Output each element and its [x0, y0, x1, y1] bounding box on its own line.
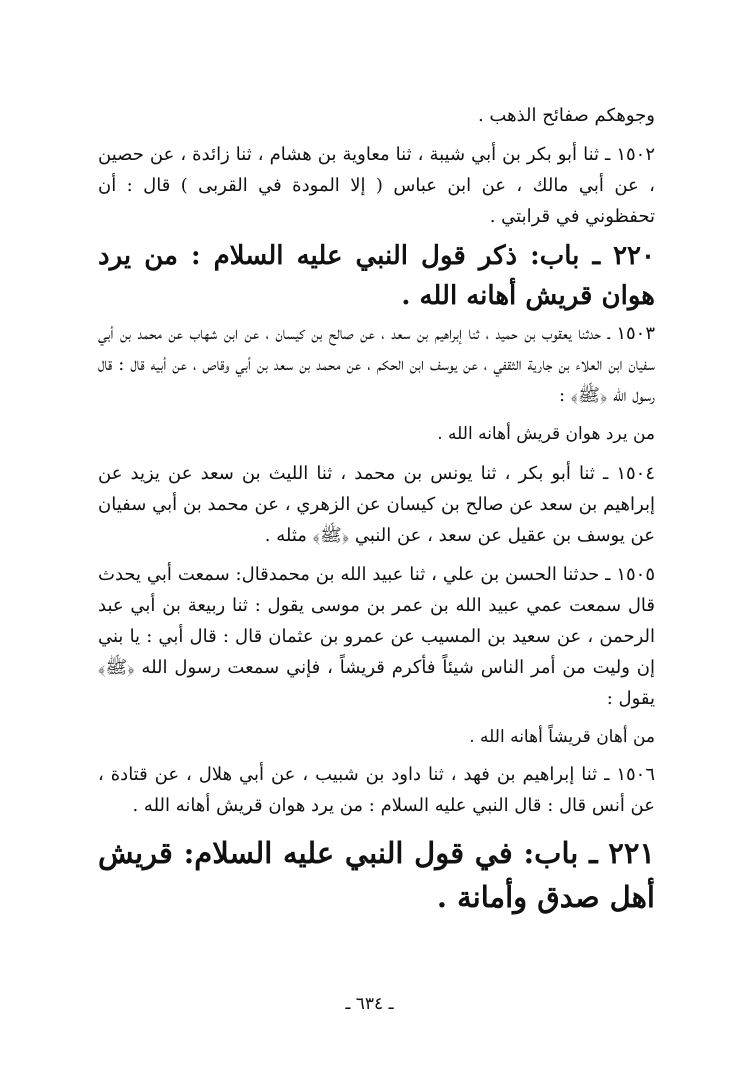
hadith-1506: ١٥٠٦ ـ ثنا إبراهيم بن فهد ، ثنا داود بن شبيب ، عن أبي هلال ، عن قتادة ، عن أنس قال : قال النبي عليه السلام : من يرد هوان قريش أهانه الله . — [98, 764, 655, 816]
continuation-line: وجوهكم صفائح الذهب . — [477, 105, 655, 126]
page-number: ـ ٦٣٤ ـ — [345, 994, 394, 1014]
hadith-1505-text: من أهان قريشاً أهانه الله . — [469, 727, 655, 747]
hadith-1505: ١٥٠٥ ـ حدثنا الحسن بن علي ، ثنا عبيد الله بن محمدقال: سمعت أبي يحدث قال سمعت عمي عبيد الله بن عمر بن موسى يقول : ثنا ربيعة بن أبي عبد الرحمن ، عن سعيد بن المسيب عن عمرو بن عثمان قال : قال أبي : يا بني إن وليت من أمر الناس شيئاً فأكرم قريشاً ، فإني سمعت رسول الله ﴿ﷺ﴾ يقول : — [98, 564, 655, 709]
page-body — [98, 100, 655, 921]
chapter-heading-220: ٢٢٠ ـ باب: ذكر قول النبي عليه السلام : من يرد هوان قريش أهانه الله . — [98, 241, 655, 311]
hadith-1504: ١٥٠٤ ـ ثنا أبو بكر ، ثنا يونس بن محمد ، ثنا الليث بن سعد عن يزيد عن إبراهيم بن سعد عن صالح بن كيسان عن الزهري ، عن محمد بن أبي سفيان عن يوسف بن عقيل عن سعد ، عن النبي ﴿ﷺ﴾ مثله . — [98, 463, 656, 546]
hadith-1503: ١٥٠٣ ـ حدثنا يعقوب بن حميد ، ثنا إبراهيم بن سعد ، عن صالح بن كيسان ، عن ابن شهاب عن محمد بن أبي سفيان ابن العلاء بن جارية الثقفي ، عن يوسف ابن الحكم ، عن محمد بن سعد بن أبي وقاص ، عن أبيه قال : قال رسول الله ﴿ﷺ﴾ : — [98, 323, 655, 406]
hadith-1502: ١٥٠٢ ـ ثنا أبو بكر بن أبي شيبة ، ثنا معاوية بن هشام ، ثنا زائدة ، عن حصين ، عن أبي مالك ، عن ابن عباس ( إلا المودة في القربى ) قال : أن تحفظوني في قرابتي . — [98, 144, 655, 227]
hadith-1503-text: من يرد هوان قريش أهانه الله . — [437, 424, 655, 444]
chapter-heading-221: ٢٢١ ـ باب: في قول النبي عليه السلام: قريش أهل صدق وأمانة . — [98, 836, 655, 914]
